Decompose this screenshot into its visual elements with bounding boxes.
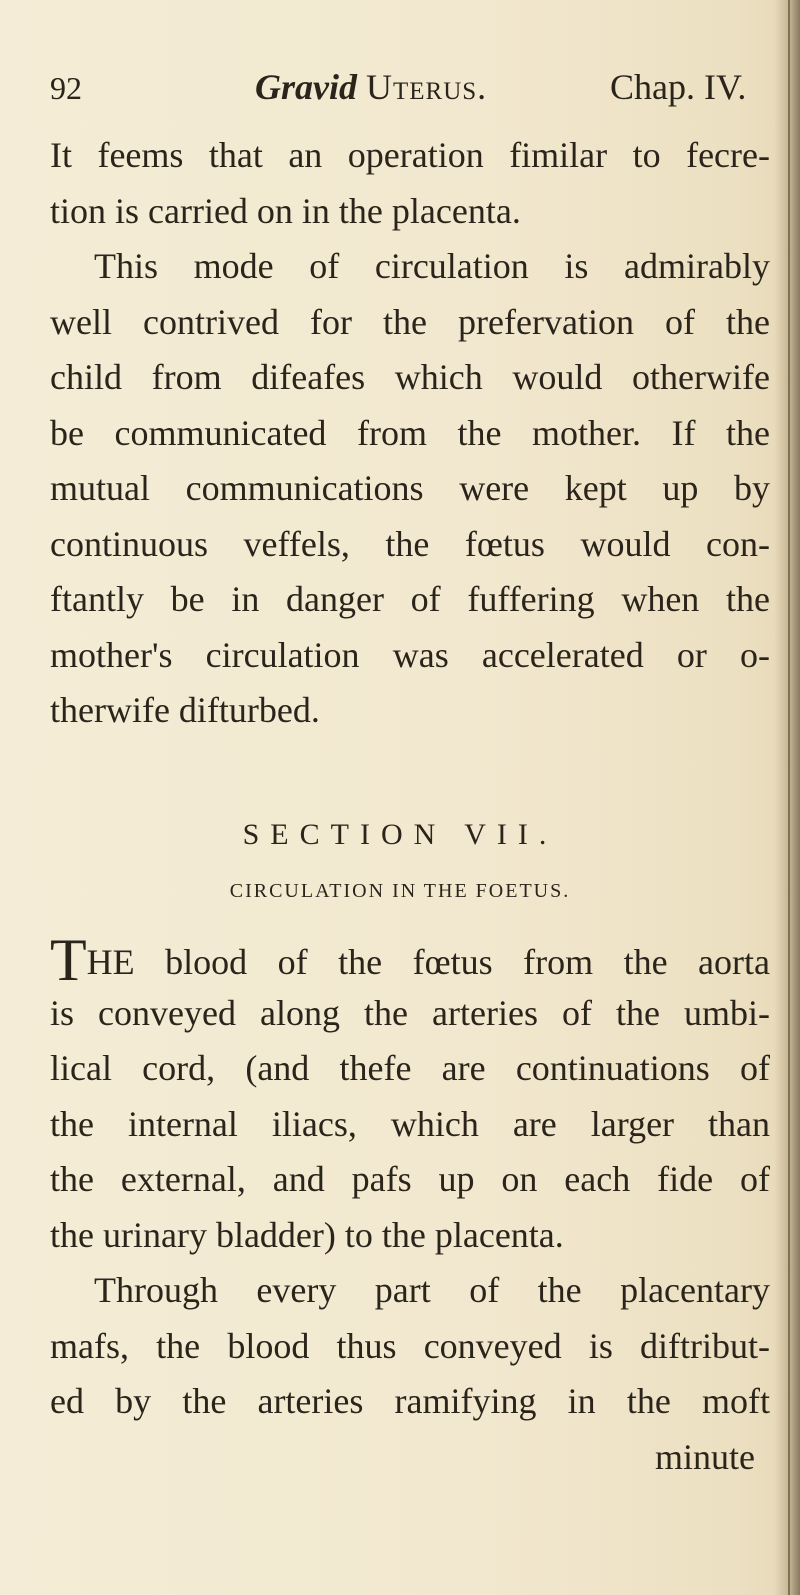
- chapter-label: Chap. IV.: [610, 67, 747, 107]
- text-line: well contrived for the prefervation of the: [50, 301, 770, 342]
- first-line-rest: blood of the fœtus from the aorta: [134, 942, 770, 982]
- text-line: Through every part of the placentary: [94, 1270, 770, 1310]
- running-head-italic: Gravid: [255, 67, 357, 107]
- running-head: [255, 66, 487, 108]
- text-line: the internal iliacs, which are larger than: [50, 1103, 770, 1144]
- text-line: This mode of circulation is admirably: [94, 246, 770, 286]
- text-line: therwife difturbed.: [50, 690, 320, 730]
- text-line: is conveyed along the arteries of the umbi-: [50, 992, 770, 1033]
- text-line: tion is carried on in the placenta.: [50, 190, 521, 231]
- text-line: lical cord, (and thefe are continuations of: [50, 1048, 770, 1088]
- text-line: the urinary bladder) to the placenta.: [50, 1214, 564, 1255]
- page-edge-line: [788, 0, 790, 1595]
- paragraphs-before-section: [50, 128, 770, 739]
- paragraphs-after-section: [50, 927, 770, 1485]
- text-line: mafs, the blood thus conveyed is diftribut-: [50, 1325, 770, 1366]
- text-line: child from difeafes which would otherwife: [50, 357, 770, 397]
- text-line: ftantly be in danger of fuffering when the: [50, 579, 770, 619]
- section-title: SECTION VII.: [242, 818, 558, 851]
- text-line: mutual communications were kept up by: [50, 468, 770, 508]
- text-line: the external, and pafs up on each fide of: [50, 1159, 770, 1199]
- page-number: 92: [50, 70, 82, 106]
- text-line: mother's circulation was accelerated or o-: [50, 634, 770, 675]
- text-line-first: [50, 927, 770, 993]
- text-line: be communicated from the mother. If the: [50, 412, 770, 453]
- catchword: minute: [655, 1436, 755, 1477]
- first-word-caps: HE: [86, 942, 135, 982]
- text-line: continuous veffels, the fœtus would con-: [50, 523, 770, 564]
- page-edge-shadow: [774, 0, 800, 1595]
- text-line: ed by the arteries ramifying in the moft: [50, 1381, 770, 1421]
- running-head-caps: Uterus.: [366, 67, 488, 107]
- running-header: [50, 62, 770, 112]
- text-line: It feems that an operation fimilar to fecre-: [50, 135, 770, 175]
- drop-cap: T: [50, 927, 87, 993]
- section-subtitle: CIRCULATION IN THE FOETUS.: [229, 880, 571, 902]
